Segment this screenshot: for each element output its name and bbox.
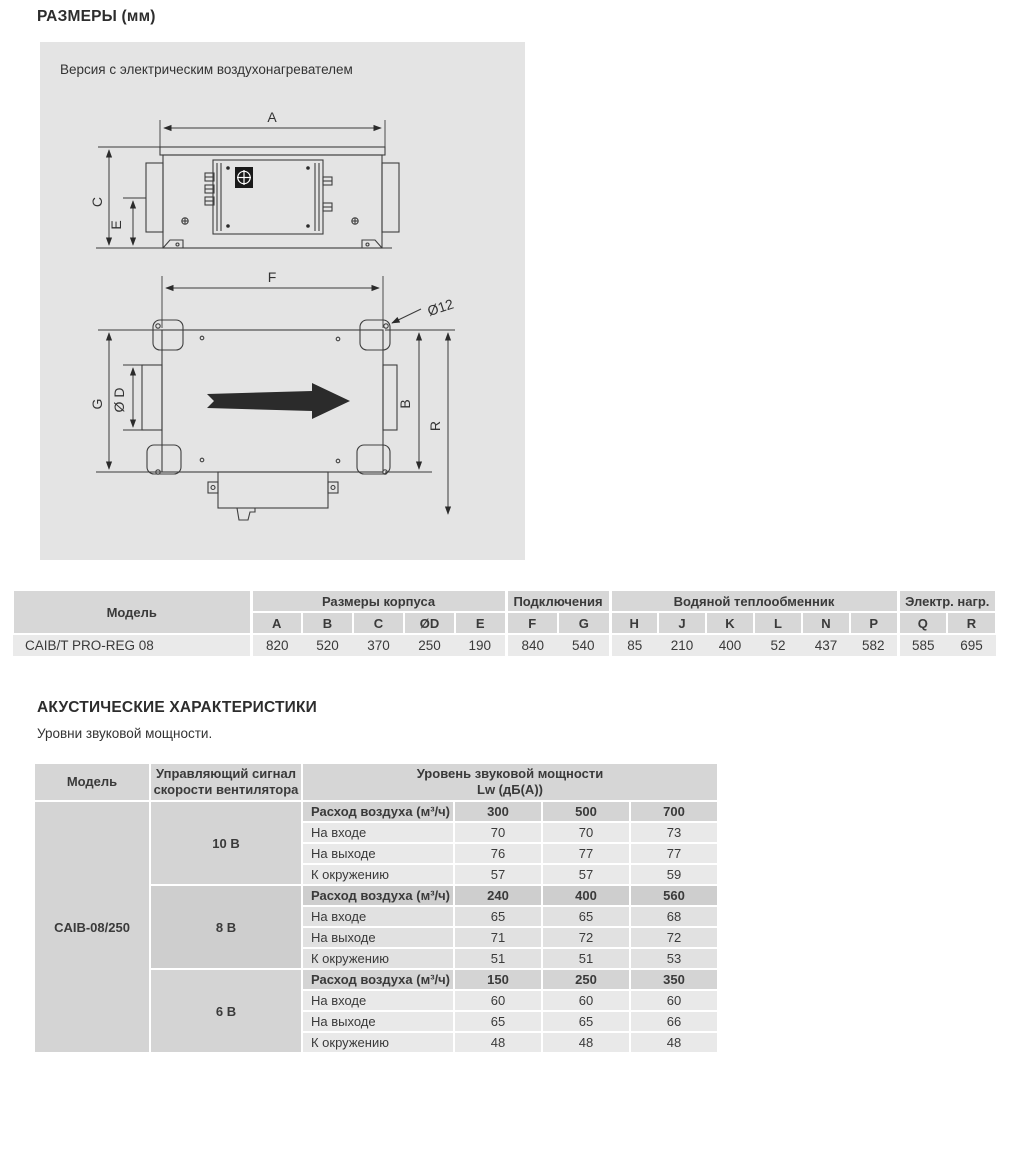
value-cell: 250 bbox=[404, 634, 455, 657]
col-header: A bbox=[251, 612, 302, 634]
dim-label-od: Ø D bbox=[111, 387, 127, 413]
dimensions-title: РАЗМЕРЫ (мм) bbox=[37, 8, 156, 25]
acoustic-table-wrap bbox=[33, 762, 719, 1054]
value-cell: 53 bbox=[630, 948, 718, 969]
flow-label: Расход воздуха (м³/ч) bbox=[302, 801, 454, 822]
value-cell: 76 bbox=[454, 843, 542, 864]
row-label: К окружению bbox=[302, 1032, 454, 1053]
value-cell: 437 bbox=[802, 634, 850, 657]
col-header: R bbox=[947, 612, 996, 634]
signal-cell: 10 В bbox=[150, 801, 302, 885]
value-cell: 190 bbox=[455, 634, 506, 657]
airflow-arrow-icon bbox=[207, 383, 350, 419]
flow-row bbox=[34, 801, 718, 822]
value-cell: 51 bbox=[542, 948, 630, 969]
dimensions-diagram-panel bbox=[40, 42, 525, 560]
value-cell: 300 bbox=[454, 801, 542, 822]
col-header: L bbox=[754, 612, 802, 634]
value-cell: 840 bbox=[506, 634, 558, 657]
value-cell: 210 bbox=[658, 634, 706, 657]
col-header: E bbox=[455, 612, 506, 634]
value-cell: 85 bbox=[610, 634, 658, 657]
signal-cell: 8 В bbox=[150, 885, 302, 969]
row-label: На входе bbox=[302, 906, 454, 927]
value-cell: 48 bbox=[542, 1032, 630, 1053]
col-header: Q bbox=[898, 612, 947, 634]
value-cell: 65 bbox=[454, 1011, 542, 1032]
model-name: CAIB/T PRO-REG 08 bbox=[13, 634, 251, 657]
value-cell: 520 bbox=[302, 634, 353, 657]
flow-label: Расход воздуха (м³/ч) bbox=[302, 969, 454, 990]
col-header: ØD bbox=[404, 612, 455, 634]
col-header: F bbox=[506, 612, 558, 634]
cable-glands bbox=[205, 173, 332, 211]
col-header: B bbox=[302, 612, 353, 634]
value-cell: 73 bbox=[630, 822, 718, 843]
value-cell: 72 bbox=[542, 927, 630, 948]
value-cell: 68 bbox=[630, 906, 718, 927]
value-cell: 70 bbox=[542, 822, 630, 843]
value-cell: 370 bbox=[353, 634, 404, 657]
lw-header bbox=[302, 763, 718, 801]
value-cell: 65 bbox=[542, 906, 630, 927]
acoustic-table bbox=[33, 762, 719, 1054]
value-cell: 60 bbox=[542, 990, 630, 1011]
value-cell: 585 bbox=[898, 634, 947, 657]
rotary-switch-icon bbox=[235, 167, 253, 188]
col-header: N bbox=[802, 612, 850, 634]
value-cell: 240 bbox=[454, 885, 542, 906]
dim-label-e: E bbox=[108, 220, 124, 230]
group-header: Подключения bbox=[506, 590, 610, 612]
row-label: К окружению bbox=[302, 864, 454, 885]
value-cell: 77 bbox=[630, 843, 718, 864]
value-cell: 66 bbox=[630, 1011, 718, 1032]
acoustics-subtitle: Уровни звуковой мощности. bbox=[37, 726, 213, 741]
value-cell: 60 bbox=[630, 990, 718, 1011]
model-header: Модель bbox=[34, 763, 150, 801]
value-cell: 540 bbox=[558, 634, 610, 657]
value-cell: 400 bbox=[542, 885, 630, 906]
value-cell: 582 bbox=[850, 634, 898, 657]
dim-label-b: B bbox=[397, 399, 413, 409]
signal-header: Управляющий сигнал скорости вентилятора bbox=[150, 763, 302, 801]
row-label: На выходе bbox=[302, 1011, 454, 1032]
value-cell: 59 bbox=[630, 864, 718, 885]
value-cell: 400 bbox=[706, 634, 754, 657]
value-cell: 72 bbox=[630, 927, 718, 948]
dim-label-r: R bbox=[427, 420, 443, 432]
flow-label: Расход воздуха (м³/ч) bbox=[302, 885, 454, 906]
top-view bbox=[89, 269, 456, 520]
value-cell: 71 bbox=[454, 927, 542, 948]
lw-header-line2: Lw (дБ(А)) bbox=[477, 782, 543, 797]
value-cell: 350 bbox=[630, 969, 718, 990]
value-cell: 65 bbox=[454, 906, 542, 927]
dimensions-table-wrap bbox=[12, 589, 997, 658]
value-cell: 250 bbox=[542, 969, 630, 990]
value-cell: 70 bbox=[454, 822, 542, 843]
group-header: Электр. нагр. bbox=[898, 590, 996, 612]
value-cell: 77 bbox=[542, 843, 630, 864]
value-cell: 48 bbox=[630, 1032, 718, 1053]
row-label: На выходе bbox=[302, 927, 454, 948]
lw-header-line1: Уровень звуковой мощности bbox=[416, 765, 604, 781]
value-cell: 57 bbox=[542, 864, 630, 885]
group-header-row bbox=[13, 590, 996, 612]
value-cell: 500 bbox=[542, 801, 630, 822]
front-view bbox=[89, 109, 399, 248]
col-header: P bbox=[850, 612, 898, 634]
row-label: К окружению bbox=[302, 948, 454, 969]
group-header: Водяной теплообменник bbox=[610, 590, 898, 612]
col-header: G bbox=[558, 612, 610, 634]
value-cell: 48 bbox=[454, 1032, 542, 1053]
value-cell: 820 bbox=[251, 634, 302, 657]
row-label: На выходе bbox=[302, 843, 454, 864]
value-cell: 65 bbox=[542, 1011, 630, 1032]
unit-dimensions-diagram bbox=[40, 42, 525, 560]
value-cell: 150 bbox=[454, 969, 542, 990]
model-name: CAIB-08/250 bbox=[34, 801, 150, 1053]
header-row bbox=[34, 763, 718, 801]
value-cell: 57 bbox=[454, 864, 542, 885]
diagram-caption: Версия с электрическим воздухонагревателем bbox=[60, 62, 353, 77]
col-header: H bbox=[610, 612, 658, 634]
row-label: На входе bbox=[302, 990, 454, 1011]
dim-label-g: G bbox=[89, 398, 105, 410]
row-label: На входе bbox=[302, 822, 454, 843]
value-cell: 695 bbox=[947, 634, 996, 657]
group-header: Размеры корпуса bbox=[251, 590, 506, 612]
screw-icon bbox=[182, 218, 358, 224]
value-cell: 51 bbox=[454, 948, 542, 969]
dim-label-a: A bbox=[267, 109, 277, 125]
model-header: Модель bbox=[13, 590, 251, 634]
dimensions-table bbox=[12, 589, 997, 658]
value-cell: 52 bbox=[754, 634, 802, 657]
col-header: C bbox=[353, 612, 404, 634]
signal-cell: 6 В bbox=[150, 969, 302, 1053]
data-row bbox=[13, 634, 996, 657]
value-cell: 560 bbox=[630, 885, 718, 906]
dim-label-d12: Ø12 bbox=[425, 295, 456, 319]
col-header: J bbox=[658, 612, 706, 634]
value-cell: 700 bbox=[630, 801, 718, 822]
dim-label-c: C bbox=[89, 196, 105, 208]
dim-label-f: F bbox=[267, 269, 277, 285]
acoustics-title: АКУСТИЧЕСКИЕ ХАРАКТЕРИСТИКИ bbox=[37, 699, 318, 716]
col-header: K bbox=[706, 612, 754, 634]
value-cell: 60 bbox=[454, 990, 542, 1011]
